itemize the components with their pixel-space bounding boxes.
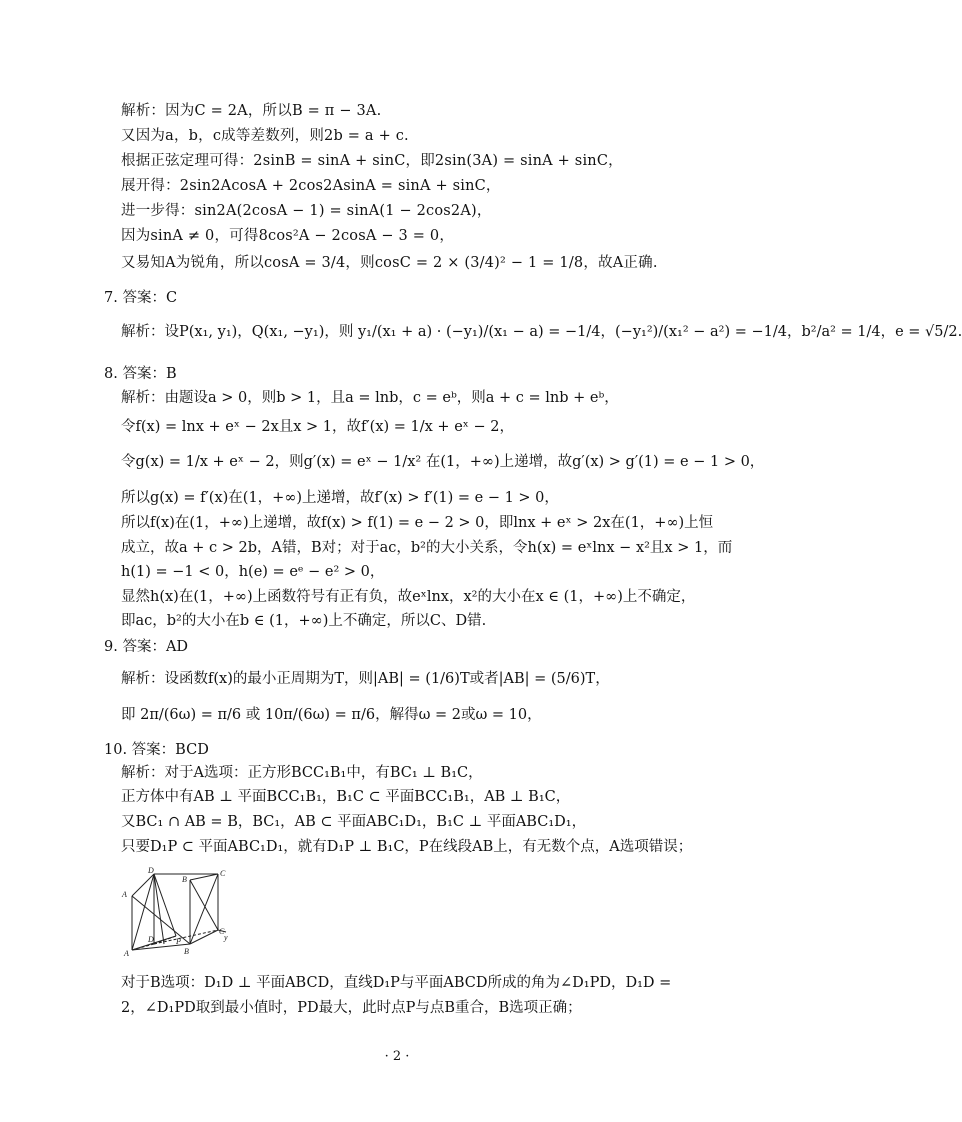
text-line: 解析：设P(x₁, y₁)，Q(x₁, −y₁)，则 y₁/(x₁ + a) · (−y₁)/(x₁ − a) = −1/4，(−y₁²)/(x₁² − a²) = −1/4，b²/a² = 1/4，e = √5/2. xyxy=(121,324,962,340)
figure-label: B xyxy=(184,947,189,956)
text-line: 2，∠D₁PD取到最小值时，PD最大，此时点P与点B重合，B选项正确； xyxy=(121,1000,582,1016)
text-line: 正方体中有AB ⊥ 平面BCC₁B₁，B₁C ⊂ 平面BCC₁B₁，AB ⊥ B₁C， xyxy=(121,789,571,805)
answer-label-q8: 8. 答案：B xyxy=(104,366,177,382)
text-line: 解析：设函数f(x)的最小正周期为T，则|AB| = (1/6)T或者|AB| = (5/6)T， xyxy=(121,671,610,687)
figure-label: A xyxy=(124,949,129,958)
text-line: 解析：对于A选项：正方形BCC₁B₁中，有BC₁ ⊥ B₁C， xyxy=(121,765,483,781)
text-line: 显然h(x)在(1，+∞)上函数符号有正有负，故eˣlnx，x²的大小在x ∈ (1，+∞)上不确定， xyxy=(121,589,696,605)
answer-label-q10: 10. 答案：BCD xyxy=(104,742,209,758)
page-number: · 2 · xyxy=(384,1049,410,1064)
text-line: 又BC₁ ∩ AB = B，BC₁，AB ⊂ 平面ABC₁D₁，B₁C ⊥ 平面ABC₁D₁， xyxy=(121,814,587,830)
text-line: 解析：由题设a > 0，则b > 1，且a = lnb，c = eᵇ，则a + c = lnb + eᵇ， xyxy=(121,390,619,406)
text-line: 对于B选项：D₁D ⊥ 平面ABCD，直线D₁P与平面ABCD所成的角为∠D₁PD，D₁D = xyxy=(121,975,672,991)
answer-label-q9: 9. 答案：AD xyxy=(104,639,189,655)
figure-label: D xyxy=(148,866,154,875)
text-line: 令f(x) = lnx + eˣ − 2x且x > 1，故f′(x) = 1/x + eˣ − 2， xyxy=(121,419,515,435)
answer-label-q7: 7. 答案：C xyxy=(104,290,178,306)
figure-label: D xyxy=(148,935,154,944)
text-line: 根据正弦定理可得：2sinB = sinA + sinC，即2sin(3A) = sinA + sinC， xyxy=(121,153,623,169)
text-line: 展开得：2sin2AcosA + 2cos2AsinA = sinA + sinC， xyxy=(121,178,501,194)
figure-label: C xyxy=(219,927,225,936)
text-line: 所以g(x) = f′(x)在(1，+∞)上递增，故f′(x) > f′(1) = e − 1 > 0， xyxy=(121,490,559,506)
text-line: 成立，故a + c > 2b，A错，B对；对于ac，b²的大小关系，令h(x) = eˣlnx − x²且x > 1，而 xyxy=(121,540,733,556)
figure-label: P xyxy=(176,937,181,946)
figure-label: C xyxy=(220,869,226,878)
figure-label: A xyxy=(122,890,127,899)
text-line: 所以f(x)在(1，+∞)上递增，故f(x) > f(1) = e − 2 > 0，即lnx + eˣ > 2x在(1，+∞)上恒 xyxy=(121,515,714,531)
text-line: h(1) = −1 < 0，h(e) = eᵉ − e² > 0， xyxy=(121,564,385,580)
text-line: 即 2π/(6ω) = π/6 或 10π/(6ω) = π/6，解得ω = 2或ω = 10， xyxy=(121,707,542,723)
text-line: 解析：因为C = 2A，所以B = π − 3A. xyxy=(121,103,382,119)
text-line: 即ac，b²的大小在b ∈ (1，+∞)上不确定，所以C、D错. xyxy=(121,613,487,629)
text-line: 又易知A为锐角，所以cosA = 3/4，则cosC = 2 × (3/4)² − 1 = 1/8，故A正确. xyxy=(121,255,658,271)
text-line: 只要D₁P ⊂ 平面ABC₁D₁，就有D₁P ⊥ B₁C，P在线段AB上，有无数个点，A选项错误； xyxy=(121,839,693,855)
figure-label: y xyxy=(224,933,228,942)
text-line: 因为sinA ≠ 0，可得8cos²A − 2cosA − 3 = 0， xyxy=(121,228,455,244)
cube-figure xyxy=(118,866,230,958)
text-line: 令g(x) = 1/x + eˣ − 2，则g′(x) = eˣ − 1/x² 在(1，+∞)上递增，故g′(x) > g′(1) = e − 1 > 0， xyxy=(121,454,765,470)
text-line: 进一步得：sin2A(2cosA − 1) = sinA(1 − 2cos2A)， xyxy=(121,203,492,219)
text-line: 又因为a，b，c成等差数列，则2b = a + c. xyxy=(121,128,409,144)
figure-label: B xyxy=(182,875,187,884)
